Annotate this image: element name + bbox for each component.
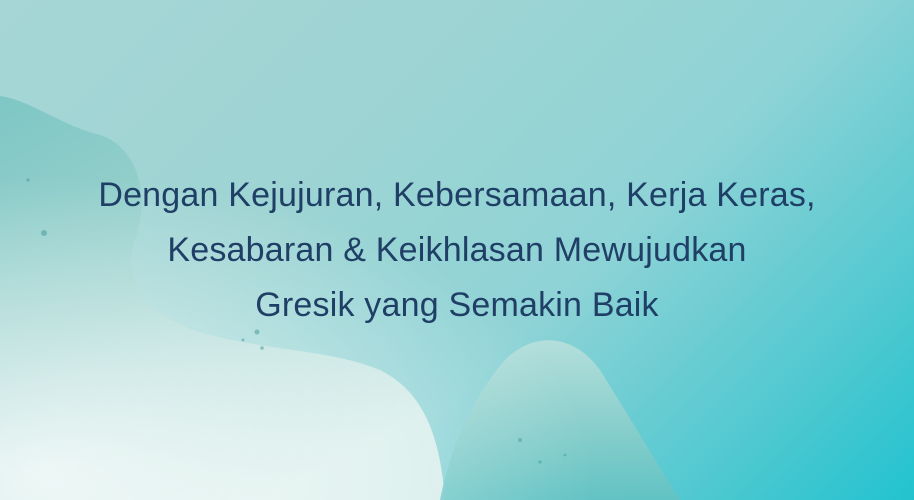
- motto-line-1: Dengan Kejujuran, Kebersamaan, Kerja Keras,: [98, 176, 816, 214]
- motto-text: [0, 168, 914, 333]
- motto-line-2: Kesabaran & Keikhlasan Mewujudkan: [167, 231, 747, 269]
- motto-line-3: Gresik yang Semakin Baik: [255, 286, 659, 324]
